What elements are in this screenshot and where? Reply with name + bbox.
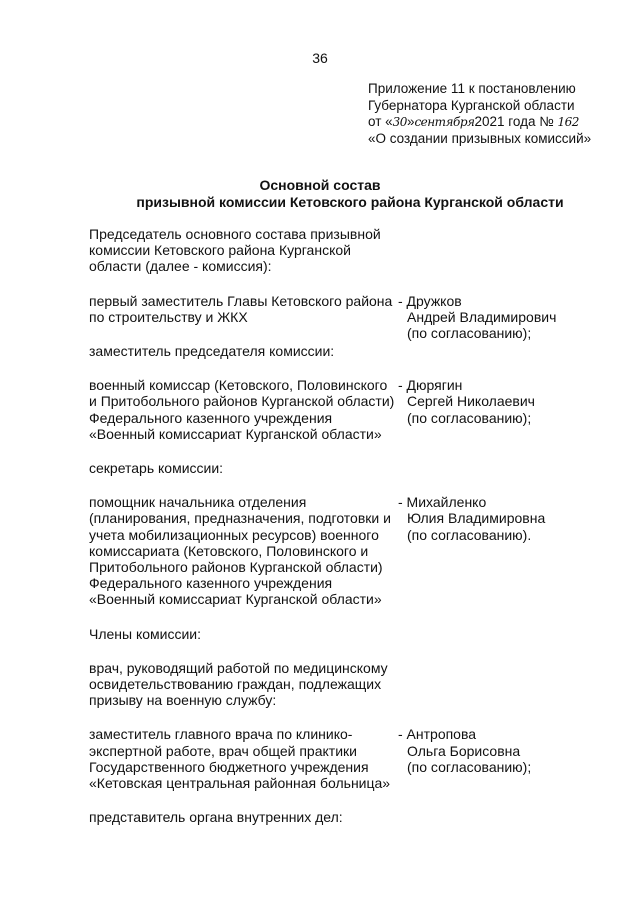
- position-description: [89, 226, 395, 275]
- position-line: «Военный комиссариат Курганской области»: [89, 425, 382, 442]
- handwritten-month: сентября: [414, 115, 475, 129]
- given-names: Андрей Владимирович: [407, 308, 557, 325]
- appendix-line-1: Приложение 11 к постановлению: [368, 81, 576, 96]
- position-line: экспертной работе, врач общей практики: [89, 742, 357, 759]
- list-item: [89, 626, 640, 642]
- page-number: 36: [312, 50, 328, 66]
- list-item: [89, 809, 640, 825]
- list-item: [89, 377, 640, 442]
- position-description: [89, 494, 395, 607]
- appendix-line-2: Губернатора Курганской области: [368, 97, 575, 113]
- list-item: [89, 226, 640, 275]
- position-line: врач, руководящий работой по медицинскому: [89, 659, 388, 676]
- position-line: военный комиссар (Кетовского, Половинского: [89, 377, 388, 394]
- position-line: освидетельствованию граждан, подлежащих: [89, 676, 382, 693]
- given-names: Юлия Владимировна: [407, 510, 546, 527]
- position-description: [89, 626, 395, 642]
- date-year: 2021 года №: [474, 114, 554, 129]
- position-description: [89, 660, 395, 709]
- position-line: первый заместитель Главы Кетовского района: [89, 292, 393, 309]
- member-name: [398, 726, 628, 775]
- position-line: учета мобилизационных ресурсов) военного: [89, 526, 379, 543]
- document-title: [0, 177, 640, 211]
- list-item: [89, 494, 640, 607]
- position-description: [89, 377, 395, 442]
- date-prefix: от «: [368, 114, 393, 129]
- position-line: призыву на военную службу:: [89, 692, 277, 709]
- list-item: [89, 343, 640, 359]
- position-line: комиссии Кетовского района Курганской: [89, 242, 351, 259]
- approval-note: (по согласованию);: [407, 409, 532, 426]
- approval-note: (по согласованию);: [407, 325, 532, 342]
- position-line: по строительству и ЖКХ: [89, 308, 248, 325]
- position-description: [89, 343, 395, 359]
- surname: - Дюрягин: [398, 377, 463, 394]
- position-line: (планирования, предназначения, подготовки и: [89, 510, 391, 527]
- composition-list: [89, 226, 640, 843]
- position-line: Председатель основного состава призывной: [89, 226, 381, 242]
- given-names: Ольга Борисовна: [407, 742, 521, 759]
- title-line-2: призывной комиссии Кетовского района Курганской области: [136, 194, 564, 210]
- member-name: [398, 494, 628, 543]
- position-description: [89, 726, 395, 791]
- list-item: [89, 726, 640, 791]
- handwritten-day: 30: [392, 115, 407, 129]
- approval-note: (по согласованию);: [407, 758, 532, 775]
- member-name: [398, 377, 628, 426]
- list-item: [89, 460, 640, 476]
- position-line: и Притобольного районов Курганской области): [89, 393, 395, 410]
- handwritten-number: 162: [557, 115, 579, 129]
- appendix-line-3: [368, 114, 591, 131]
- surname: - Дружков: [398, 292, 462, 309]
- position-line: заместитель председателя комиссии:: [89, 343, 335, 360]
- position-description: [89, 809, 395, 825]
- position-description: [89, 460, 395, 476]
- position-line: Федерального казенного учреждения: [89, 409, 333, 426]
- position-line: комиссариата (Кетовского, Половинского и: [89, 542, 369, 559]
- position-line: Федерального казенного учреждения: [89, 575, 333, 592]
- position-line: заместитель главного врача по клинико-: [89, 726, 353, 743]
- list-item: [89, 292, 640, 342]
- position-line: «Военный комиссариат Курганской области»: [89, 591, 382, 608]
- position-line: представитель органа внутренних дел:: [89, 809, 343, 826]
- position-line: помощник начальника отделения: [89, 494, 307, 511]
- position-line: области (далее - комиссия):: [89, 258, 272, 275]
- position-description: [89, 293, 395, 325]
- given-names: Сергей Николаевич: [407, 393, 535, 410]
- surname: - Антропова: [398, 726, 477, 743]
- approval-note: (по согласованию).: [407, 526, 532, 543]
- appendix-line-4: «О создании призывных комиссий»: [368, 130, 592, 146]
- position-line: Государственного бюджетного учреждения: [89, 758, 369, 775]
- member-name: [398, 293, 628, 342]
- position-line: Притобольного районов Курганской области): [89, 559, 383, 576]
- position-line: «Кетовская центральная районная больница»: [89, 775, 391, 792]
- list-item: [89, 660, 640, 709]
- appendix-header: [368, 81, 591, 147]
- surname: - Михайленко: [398, 494, 487, 511]
- date-quote: »: [406, 114, 415, 129]
- position-line: секретарь комиссии:: [89, 460, 224, 477]
- title-line-1: Основной состав: [259, 177, 381, 193]
- position-line: Члены комиссии:: [89, 625, 202, 642]
